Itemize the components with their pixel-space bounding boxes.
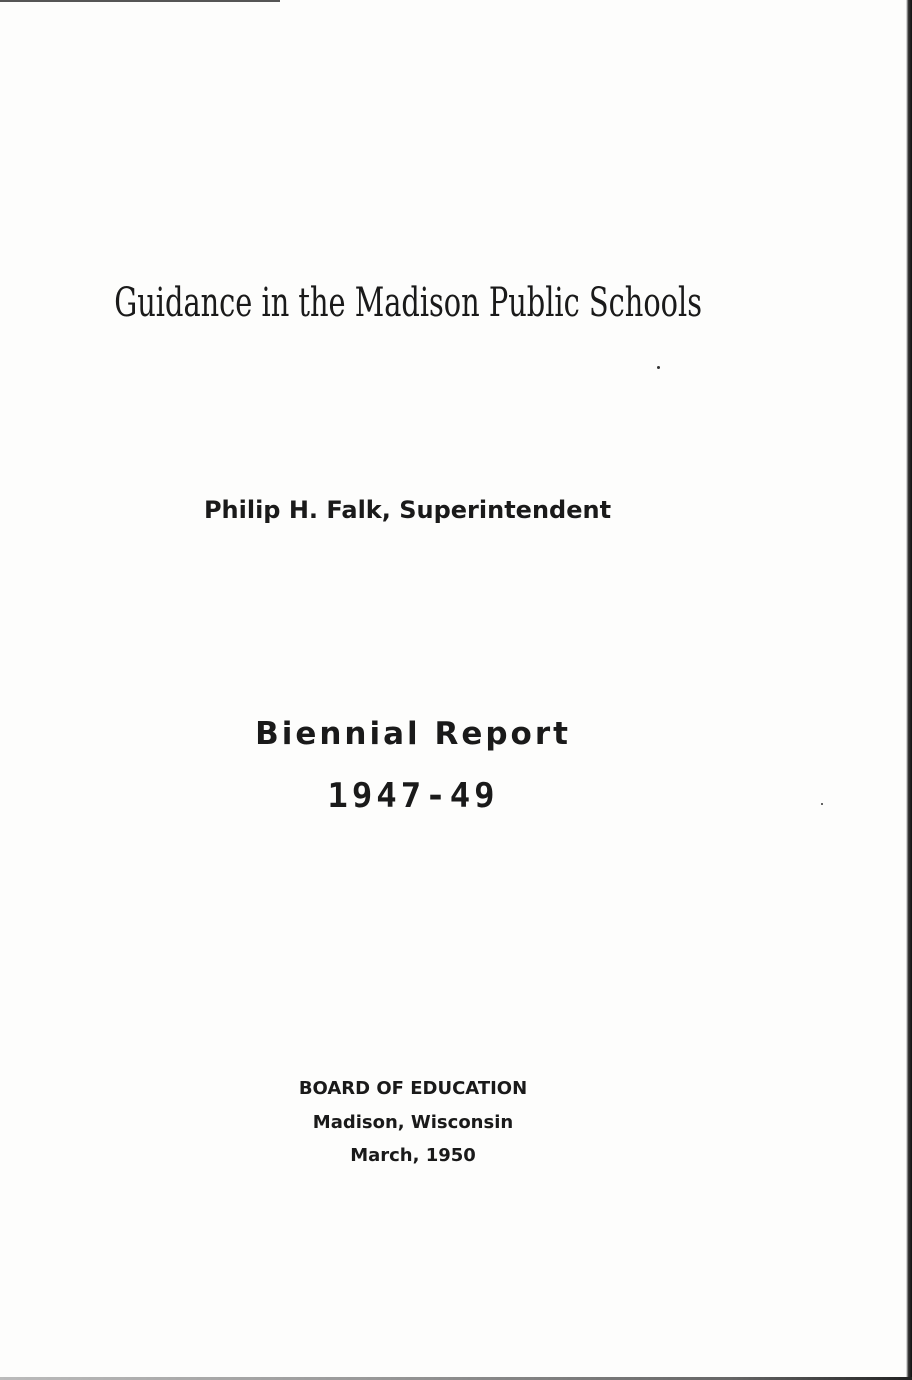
publisher-location: Madison, Wisconsin xyxy=(312,1112,514,1133)
report-years: 1947-49 xyxy=(327,776,499,816)
publication-date: March, 1950 xyxy=(350,1145,476,1166)
scan-edge-right xyxy=(906,0,912,1380)
author-line: Philip H. Falk, Superintendent xyxy=(203,496,612,524)
scan-speck xyxy=(657,366,660,369)
document-title: Guidance in the Madison Public Schools xyxy=(114,280,702,326)
report-name: Biennial Report xyxy=(255,716,571,752)
scan-edge-top xyxy=(0,0,280,2)
publisher-organization: BOARD OF EDUCATION xyxy=(298,1078,528,1099)
